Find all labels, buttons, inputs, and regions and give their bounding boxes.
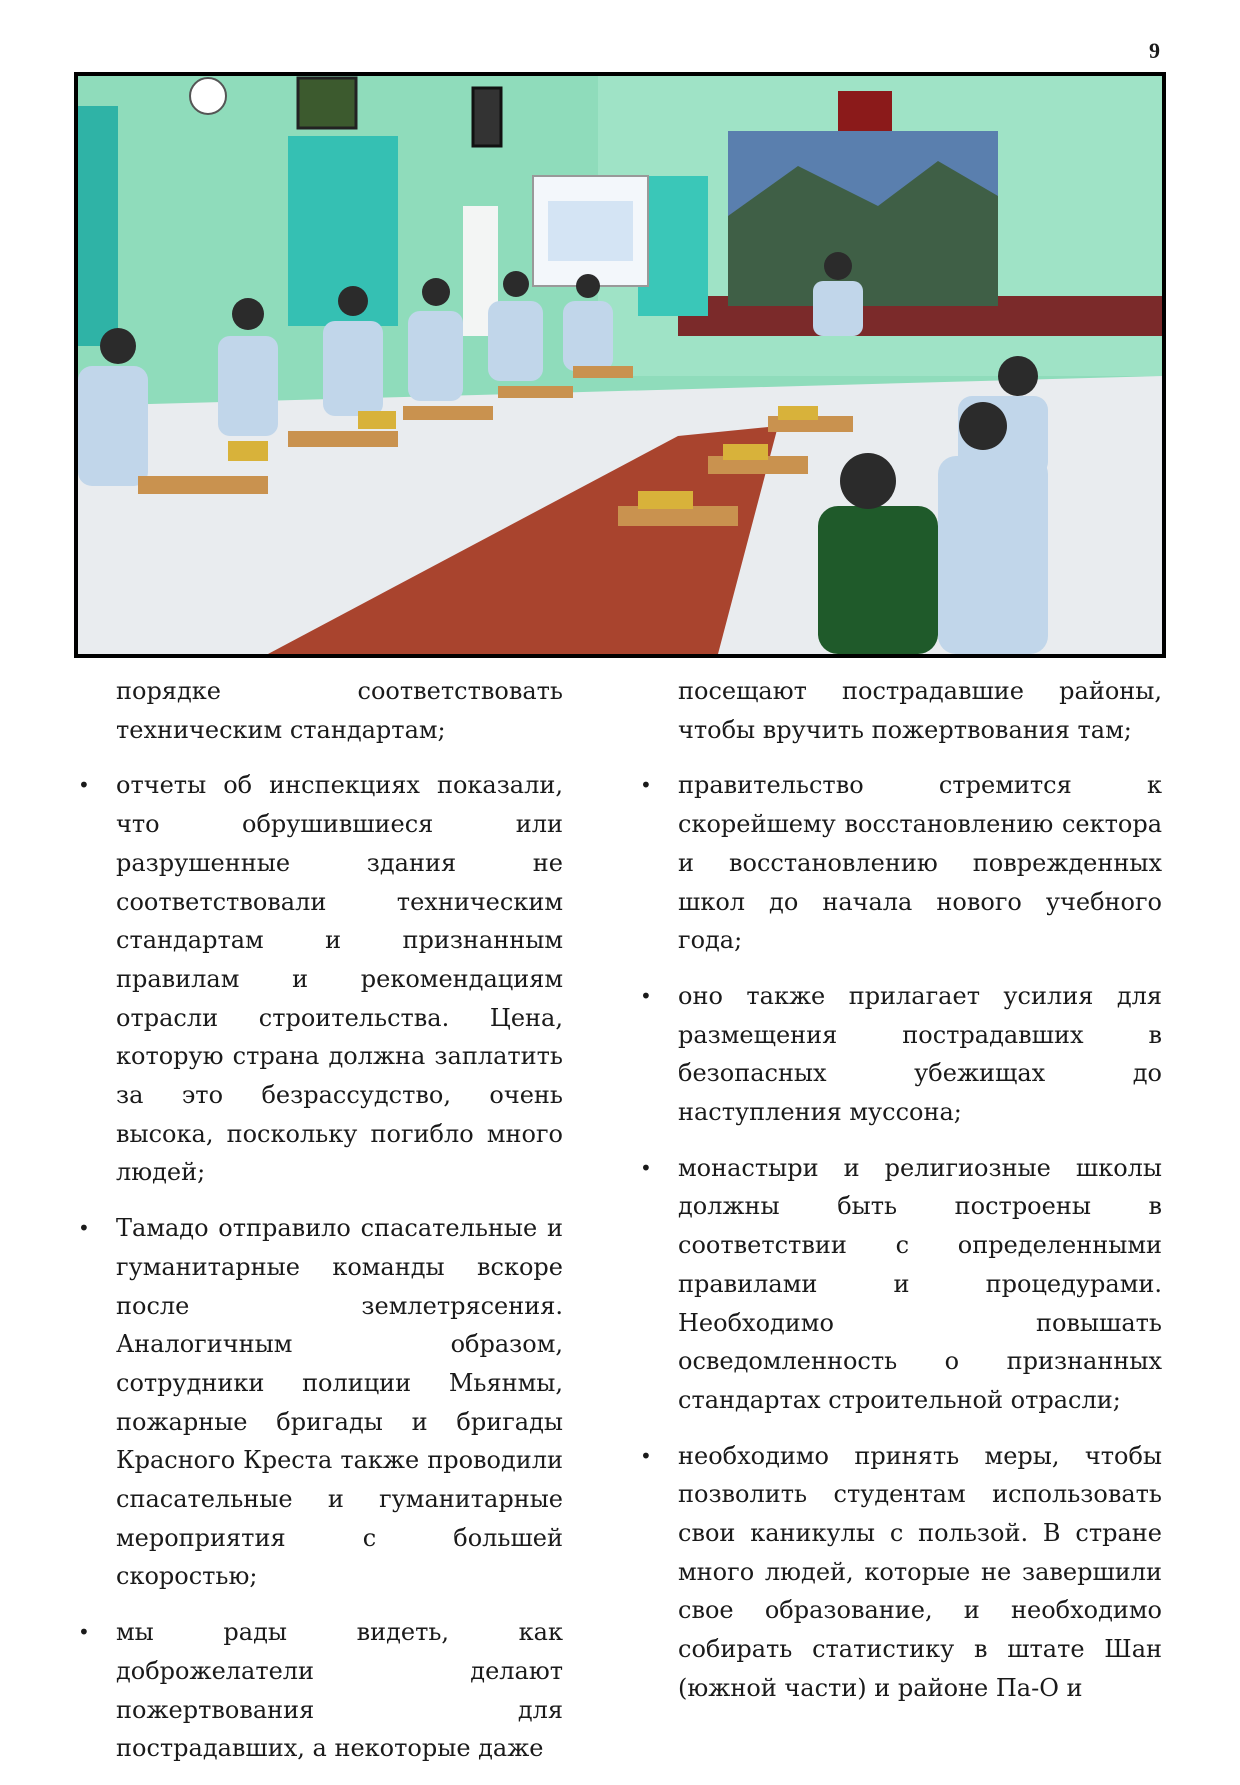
paragraph-continuation: порядке соответствовать техническим стандартам; (116, 677, 563, 744)
bullet-item: • монастыри и религиозные школы должны быть построены в соответствии с определенными правилами и процедурами. Необходимо повышать осведомленность о признанных стандартах строительной отрасли; (640, 1149, 1162, 1420)
meeting-photo (74, 72, 1166, 658)
bullet-item: • отчеты об инспекциях показали, что обрушившиеся или разрушенные здания не соответствовали техническим стандартам и признанным правилам и рекомендациям отрасли строительства. Цена, которую страна должна заплатить за это безрассудство, очень высока, поскольку погибло много людей; (78, 766, 563, 1192)
left-text-column (78, 672, 563, 1785)
page-number: 9 (1149, 38, 1160, 63)
bullet-item: • оно также прилагает усилия для размещения пострадавших в безопасных убежищах до наступления муссона; (640, 977, 1162, 1132)
bullet-item: • Тамадо отправило спасательные и гуманитарные команды вскоре после землетрясения. Аналогичным образом, сотрудники полиции Мьянмы, пожарные бригады и бригады Красного Креста также проводили спасательные и гуманитарные мероприятия с большей скоростью; (78, 1209, 563, 1596)
bullet-item: • правительство стремится к скорейшему восстановлению сектора и восстановлению поврежденных школ до начала нового учебного года; (640, 766, 1162, 960)
meeting-photo-illustration (78, 76, 1162, 654)
paragraph-continuation: посещают пострадавшие районы, чтобы вручить пожертвования там; (678, 677, 1162, 744)
right-text-column (640, 672, 1162, 1725)
bullet-item: • необходимо принять меры, чтобы позволить студентам использовать свои каникулы с пользой. В стране много людей, которые не завершили свое образование, и необходимо собирать статистику в штате Шан (южной части) и районе Па-О и (640, 1437, 1162, 1708)
bullet-item: • мы рады видеть, как доброжелатели делают пожертвования для пострадавших, а некоторые даже (78, 1613, 563, 1768)
